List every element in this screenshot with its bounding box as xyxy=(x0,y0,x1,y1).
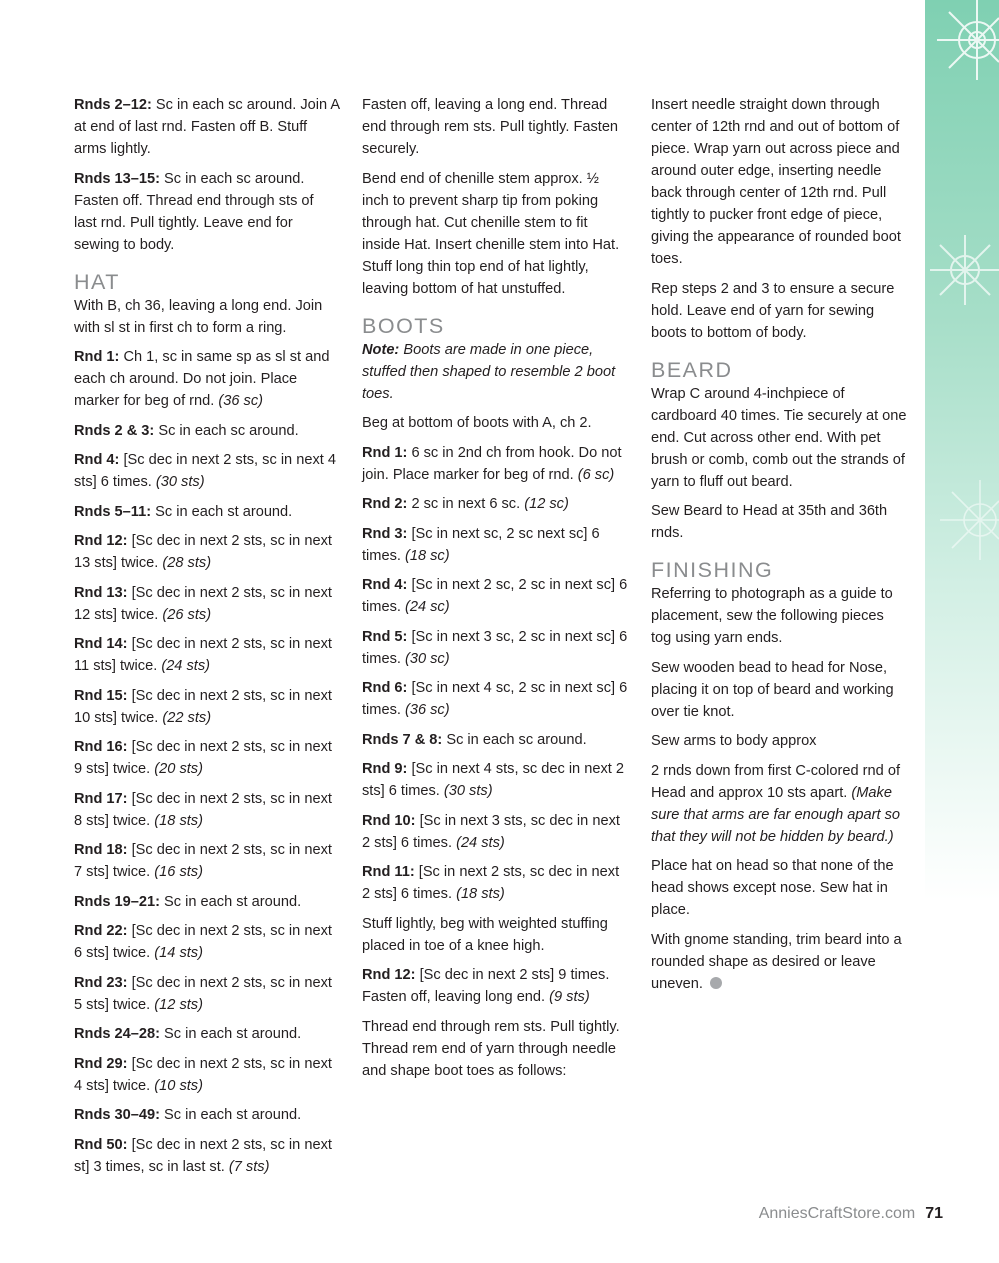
stitch-count: (30 sts) xyxy=(155,474,205,490)
instruction-paragraph xyxy=(362,810,628,854)
instruction-text: Bend end of chenille stem approx. ½ inch to prevent sharp tip from poking through hat. Cut chenille stem to fit inside Hat. Insert chenille stem into Hat. Stuff long thin top end of hat lightly, leaving bottom of hat unstuffed. xyxy=(362,170,620,297)
round-label: Rnd 16: xyxy=(74,739,128,755)
stitch-count: (24 sc) xyxy=(404,599,450,615)
instruction-paragraph xyxy=(74,685,340,729)
round-label: Rnds 19–21: xyxy=(74,893,160,910)
stitch-count: (20 sts) xyxy=(154,761,203,777)
instruction-text: Insert needle straight down through center of 12th rnd and out of bottom of piece. Wrap yarn out across piece and around outer edge, inserting needle back through center of 12th rnd. Pull tightly to pucker front edge of piece, giving the appearance of rounded boot toes. xyxy=(651,97,901,267)
instruction-text: [Sc dec in next 2 sts, sc in next 8 sts] twice. xyxy=(74,790,332,829)
round-label: Rnd 23: xyxy=(74,974,128,991)
stitch-count: (6 sc) xyxy=(577,466,615,483)
stitch-count: (16 sts) xyxy=(154,864,203,880)
instruction-paragraph xyxy=(74,530,340,574)
instruction-text: [Sc dec in next 2 sts, sc in next 4 sts] twice. xyxy=(74,1055,332,1094)
instruction-text: [Sc in next 4 sc, 2 sc in next sc] 6 times. xyxy=(362,680,628,718)
stitch-count: (18 sc) xyxy=(404,547,450,564)
round-label: Rnds 24–28: xyxy=(74,1026,160,1042)
column-2 xyxy=(362,94,628,1089)
instruction-text: Sew wooden bead to head for Nose, placing it on top of beard and working over tie knot. xyxy=(651,659,894,720)
round-label: Rnds 7 & 8: xyxy=(362,731,443,748)
instruction-paragraph xyxy=(74,1134,340,1178)
instruction-text: [Sc in next 2 sts, sc dec in next 2 sts] 6 times. xyxy=(362,864,620,902)
instruction-text: [Sc dec in next 2 sts, sc in next 5 sts] twice. xyxy=(74,974,332,1013)
round-label: Rnd 12: xyxy=(362,967,416,983)
instruction-paragraph xyxy=(651,657,907,723)
note-label: Note: xyxy=(362,341,400,358)
stitch-count: (30 sts) xyxy=(443,783,493,799)
instruction-paragraph xyxy=(651,383,907,493)
instruction-text: Sc in each st around. xyxy=(159,1107,302,1123)
instruction-text: Stuff lightly, beg with weighted stuffing placed in toe of a knee high. xyxy=(362,915,608,954)
instruction-text: [Sc dec in next 2 sts, sc in next 13 sts] twice. xyxy=(74,533,332,571)
instruction-paragraph xyxy=(74,1104,340,1126)
round-label: Rnd 14: xyxy=(74,636,128,652)
instruction-text: 2 sc in next 6 sc. xyxy=(407,496,525,512)
instruction-paragraph xyxy=(74,920,340,964)
round-label: Rnd 11: xyxy=(362,864,415,880)
round-label: Rnd 50: xyxy=(74,1136,128,1153)
instruction-text: [Sc in next 3 sts, sc dec in next 2 sts] 6 times. xyxy=(362,812,620,851)
round-label: Rnd 9: xyxy=(362,761,408,777)
instruction-paragraph xyxy=(74,295,340,339)
section-heading: FINISHING xyxy=(651,558,774,582)
instruction-paragraph xyxy=(362,861,628,905)
stitch-count: (12 sts) xyxy=(154,996,203,1013)
stitch-count: (30 sc) xyxy=(404,650,450,667)
instruction-paragraph xyxy=(651,855,907,921)
instruction-text: 2 rnds down from first C-colored rnd of Head and approx 10 sts apart. xyxy=(651,762,900,801)
instruction-text: Beg at bottom of boots with A, ch 2. xyxy=(362,415,592,431)
instruction-text: Sc in each st around. xyxy=(151,503,293,520)
instruction-paragraph xyxy=(651,500,907,544)
instruction-text: [Sc dec in next 2 sts, sc in next 7 sts] twice. xyxy=(74,842,332,880)
instruction-paragraph xyxy=(362,626,628,670)
section-heading: BEARD xyxy=(651,357,733,382)
instruction-paragraph xyxy=(362,493,628,515)
stitch-count: (24 sts) xyxy=(161,658,210,674)
round-label: Rnd 18: xyxy=(74,842,128,858)
instruction-paragraph xyxy=(74,736,340,780)
instruction-paragraph xyxy=(362,1016,628,1082)
round-label: Rnd 1: xyxy=(74,349,120,365)
instruction-text: Thread end through rem sts. Pull tightly. Thread rem end of yarn through needle and shape boot toes as follows: xyxy=(362,1018,620,1079)
round-label: Rnds 30–49: xyxy=(74,1107,160,1123)
snowflake-pattern-icon xyxy=(925,0,999,900)
instruction-paragraph xyxy=(74,501,340,523)
instruction-text: Sc in each sc around. xyxy=(442,731,587,748)
instruction-paragraph xyxy=(362,94,628,160)
section-heading: BOOTS xyxy=(362,313,445,338)
round-label: Rnd 15: xyxy=(74,687,128,704)
instruction-text: Sc in each st around. xyxy=(159,893,302,910)
stitch-count: (24 sts) xyxy=(456,834,505,851)
instruction-text: [Sc dec in next 2 sts, sc in next 4 sts] 6 times. xyxy=(74,452,336,490)
instruction-text: [Sc dec in next 2 sts, sc in next 11 sts] twice. xyxy=(74,636,332,674)
round-label: Rnd 29: xyxy=(74,1055,128,1072)
instruction-paragraph xyxy=(74,582,340,626)
round-label: Rnds 2–12: xyxy=(74,97,152,113)
note-text: Boots are made in one piece, stuffed then shaped to resemble 2 boot toes. xyxy=(362,341,616,402)
round-label: Rnd 10: xyxy=(362,812,416,829)
stitch-count: (Make sure that arms are far enough apart so that they will not be hidden by beard.) xyxy=(651,784,901,845)
instruction-text: [Sc dec in next 2 sts, sc in next 6 sts] twice. xyxy=(74,923,332,961)
instruction-text: With B, ch 36, leaving a long end. Join with sl st in first ch to form a ring. xyxy=(74,297,323,336)
instruction-paragraph xyxy=(74,168,340,256)
instruction-text: Sew arms to body approx xyxy=(651,733,817,749)
round-label: Rnds 5–11: xyxy=(74,503,152,520)
instruction-paragraph xyxy=(362,442,628,486)
instruction-paragraph xyxy=(74,1053,340,1097)
instruction-paragraph xyxy=(74,891,340,913)
round-label: Rnd 12: xyxy=(74,533,128,549)
instruction-text: [Sc dec in next 2 sts, sc in next 10 sts] twice. xyxy=(74,687,332,726)
instruction-paragraph xyxy=(74,449,340,493)
stitch-count: (12 sc) xyxy=(524,496,569,512)
instruction-text: Wrap C around 4-inchpiece of cardboard 40 times. Tie securely at one end. Cut across other end. With pet brush or comb, comb out the strands of yarn to fluff out beard. xyxy=(651,385,907,490)
round-label: Rnd 2: xyxy=(362,496,408,512)
instruction-paragraph xyxy=(74,420,340,442)
instruction-text: [Sc dec in next 2 sts, sc in next st] 3 times, sc in last st. xyxy=(74,1136,332,1175)
round-label: Rnds 2 & 3: xyxy=(74,422,155,439)
instruction-text: Sc in each st around. xyxy=(159,1026,302,1042)
round-label: Rnd 3: xyxy=(362,525,408,542)
instruction-paragraph xyxy=(74,633,340,677)
stitch-count: (36 sc) xyxy=(218,393,263,409)
round-label: Rnd 4: xyxy=(362,577,408,593)
instruction-text: Ch 1, sc in same sp as sl st and each ch around. Do not join. Place marker for beg of rnd. xyxy=(74,349,330,409)
round-label: Rnds 13–15: xyxy=(74,170,160,187)
instruction-paragraph xyxy=(362,412,628,434)
instruction-paragraph xyxy=(74,94,340,160)
footer-website: AnniesCraftStore.com xyxy=(758,1205,916,1222)
column-3 xyxy=(651,94,907,1002)
instruction-paragraph xyxy=(651,278,907,344)
column-1 xyxy=(74,94,340,1185)
instruction-paragraph xyxy=(362,168,628,300)
instruction-text: [Sc dec in next 2 sts, sc in next 12 sts] twice. xyxy=(74,584,332,623)
instruction-text: With gnome standing, trim beard into a rounded shape as desired or leave uneven. xyxy=(651,931,902,992)
instruction-text: Referring to photograph as a guide to placement, sew the following pieces tog using yarn ends. xyxy=(651,586,893,646)
stitch-count: (22 sts) xyxy=(162,709,212,726)
instruction-paragraph xyxy=(651,94,907,270)
instruction-text: Rep steps 2 and 3 to ensure a secure hold. Leave end of yarn for sewing boots to bottom of body. xyxy=(651,280,895,341)
instruction-text: [Sc in next 4 sts, sc dec in next 2 sts] 6 times. xyxy=(362,761,624,799)
round-label: Rnd 22: xyxy=(74,923,128,939)
instruction-paragraph xyxy=(74,1023,340,1045)
round-label: Rnd 13: xyxy=(74,584,128,601)
stitch-count: (28 sts) xyxy=(162,555,212,571)
stitch-count: (26 sts) xyxy=(162,606,212,623)
round-label: Rnd 5: xyxy=(362,628,408,645)
instruction-paragraph xyxy=(74,788,340,832)
instruction-paragraph xyxy=(651,730,907,752)
instruction-text: [Sc in next sc, 2 sc next sc] 6 times. xyxy=(362,525,600,564)
instruction-paragraph xyxy=(74,346,340,412)
instruction-paragraph xyxy=(362,913,628,957)
stitch-count: (9 sts) xyxy=(549,989,590,1005)
instruction-paragraph xyxy=(651,929,907,995)
instruction-paragraph xyxy=(74,972,340,1016)
section-heading: HAT xyxy=(74,269,120,294)
instruction-paragraph xyxy=(362,677,628,721)
end-of-pattern-icon xyxy=(710,977,722,989)
stitch-count: (10 sts) xyxy=(154,1077,203,1094)
stitch-count: (18 sts) xyxy=(154,812,203,829)
decorative-sidebar xyxy=(925,0,999,900)
instruction-text: [Sc in next 2 sc, 2 sc in next sc] 6 times. xyxy=(362,577,628,615)
instruction-text: Sc in each sc around. xyxy=(154,422,299,439)
round-label: Rnd 6: xyxy=(362,680,408,696)
instruction-text: Sew Beard to Head at 35th and 36th rnds. xyxy=(651,503,888,541)
page-number: 71 xyxy=(925,1205,943,1222)
instruction-paragraph xyxy=(74,839,340,883)
instruction-paragraph xyxy=(362,729,628,751)
instruction-paragraph xyxy=(651,760,907,848)
stitch-count: (18 sts) xyxy=(456,886,505,902)
instruction-text: Sc in each sc around. Join A at end of last rnd. Fasten off B. Stuff arms lightly. xyxy=(74,97,340,157)
round-label: Rnd 4: xyxy=(74,452,120,468)
instruction-paragraph xyxy=(362,339,628,405)
instruction-paragraph xyxy=(362,758,628,802)
instruction-text: 6 sc in 2nd ch from hook. Do not join. Place marker for beg of rnd. xyxy=(362,444,622,483)
round-label: Rnd 1: xyxy=(362,444,408,461)
round-label: Rnd 17: xyxy=(74,790,128,807)
instruction-paragraph xyxy=(362,574,628,618)
instruction-paragraph xyxy=(362,964,628,1008)
instruction-paragraph xyxy=(651,583,907,649)
stitch-count: (14 sts) xyxy=(154,945,203,961)
stitch-count: (7 sts) xyxy=(228,1158,270,1175)
stitch-count: (36 sc) xyxy=(404,702,450,718)
instruction-text: Sc in each sc around. Fasten off. Thread end through sts of last rnd. Pull tightly. Leave end for sewing to body. xyxy=(74,170,314,253)
instruction-text: Fasten off, leaving a long end. Thread end through rem sts. Pull tightly. Fasten securely. xyxy=(362,97,619,157)
instruction-text: [Sc dec in next 2 sts, sc in next 9 sts] twice. xyxy=(74,739,332,777)
instruction-text: Place hat on head so that none of the head shows except nose. Sew hat in place. xyxy=(651,858,894,918)
page-footer xyxy=(690,1205,943,1223)
instruction-text: [Sc dec in next 2 sts] 9 times. Fasten off, leaving long end. xyxy=(362,967,610,1005)
instruction-paragraph xyxy=(362,523,628,567)
instruction-text: [Sc in next 3 sc, 2 sc in next sc] 6 times. xyxy=(362,628,628,667)
